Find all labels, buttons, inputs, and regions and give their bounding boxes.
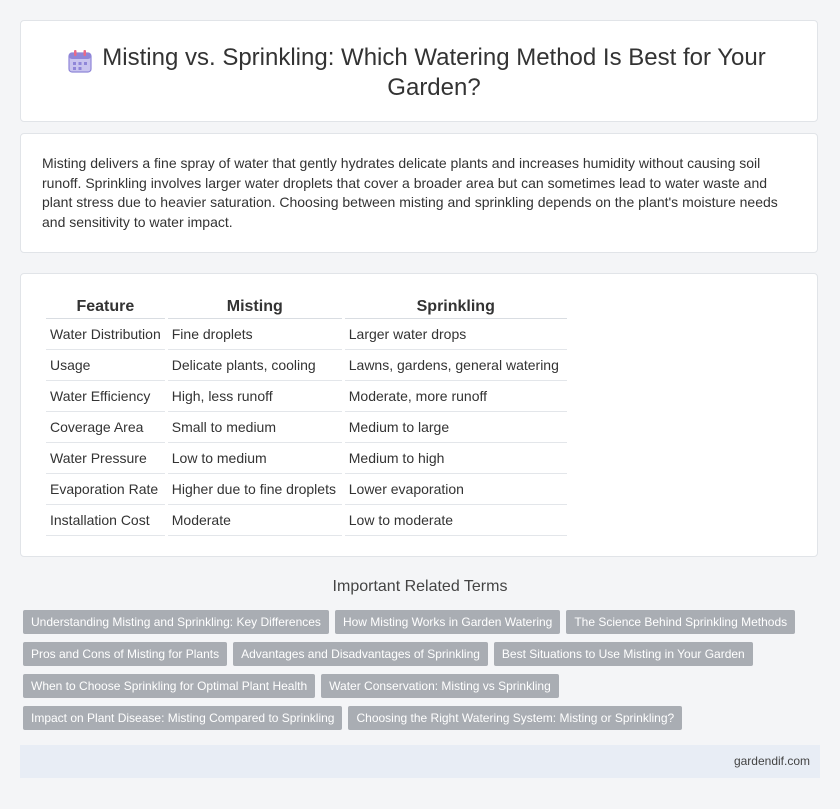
footer-site-link[interactable]: gardendif.com [733, 754, 810, 768]
related-term-tag[interactable]: Best Situations to Use Misting in Your Garden [494, 642, 753, 666]
table-cell: Medium to large [345, 412, 567, 443]
comparison-card [20, 273, 818, 557]
table-cell: High, less runoff [168, 381, 342, 412]
intro-card [20, 133, 818, 253]
table-cell: Moderate, more runoff [345, 381, 567, 412]
table-cell: Evaporation Rate [46, 474, 165, 505]
table-cell: Coverage Area [46, 412, 165, 443]
related-term-tag[interactable]: Water Conservation: Misting vs Sprinkling [321, 674, 559, 698]
table-cell: Water Distribution [46, 319, 165, 350]
page-title: Misting vs. Sprinkling: Which Watering Method Is Best for Your Garden? [102, 44, 766, 101]
table-cell: Medium to high [345, 443, 567, 474]
table-cell: Higher due to fine droplets [168, 474, 342, 505]
related-term-tag[interactable]: Pros and Cons of Misting for Plants [23, 642, 227, 666]
table-row [46, 381, 567, 412]
table-row [46, 443, 567, 474]
table-cell: Delicate plants, cooling [168, 350, 342, 381]
table-row [46, 319, 567, 350]
table-cell: Usage [46, 350, 165, 381]
related-term-tag[interactable]: The Science Behind Sprinkling Methods [566, 610, 795, 634]
header-feature: Feature [46, 295, 165, 319]
related-term-tag[interactable]: How Misting Works in Garden Watering [335, 610, 560, 634]
related-terms-list [23, 610, 813, 738]
comparison-table [43, 295, 570, 536]
table-cell: Lower evaporation [345, 474, 567, 505]
table-cell: Fine droplets [168, 319, 342, 350]
related-term-tag[interactable]: Impact on Plant Disease: Misting Compared to Sprinkling [23, 706, 342, 730]
table-row [46, 412, 567, 443]
table-cell: Installation Cost [46, 505, 165, 536]
header-sprinkling: Sprinkling [345, 295, 567, 319]
footer [20, 745, 820, 778]
table-row [46, 350, 567, 381]
table-header-row [46, 295, 567, 319]
related-term-tag[interactable]: Choosing the Right Watering System: Misting or Sprinkling? [348, 706, 682, 730]
table-row [46, 474, 567, 505]
intro-paragraph: Misting delivers a fine spray of water that gently hydrates delicate plants and increases humidity without causing soil runoff. Sprinkling involves larger water droplets that cover a broader area but can sometimes lead to water waste and plant stress due to heavier saturation. Choosing between misting and sprinkling depends on the plant's moisture needs and sensitivity to water impact. [42, 155, 778, 231]
table-cell: Lawns, gardens, general watering [345, 350, 567, 381]
related-terms-heading: Important Related Terms [332, 578, 508, 595]
header-misting: Misting [168, 295, 342, 319]
related-term-tag[interactable]: When to Choose Sprinkling for Optimal Plant Health [23, 674, 315, 698]
table-cell: Moderate [168, 505, 342, 536]
table-cell: Larger water drops [345, 319, 567, 350]
related-term-tag[interactable]: Advantages and Disadvantages of Sprinkling [233, 642, 488, 666]
table-cell: Small to medium [168, 412, 342, 443]
table-row [46, 505, 567, 536]
related-term-tag[interactable]: Understanding Misting and Sprinkling: Key Differences [23, 610, 329, 634]
table-cell: Water Efficiency [46, 381, 165, 412]
table-cell: Water Pressure [46, 443, 165, 474]
title-card [20, 20, 818, 122]
table-cell: Low to moderate [345, 505, 567, 536]
table-cell: Low to medium [168, 443, 342, 474]
